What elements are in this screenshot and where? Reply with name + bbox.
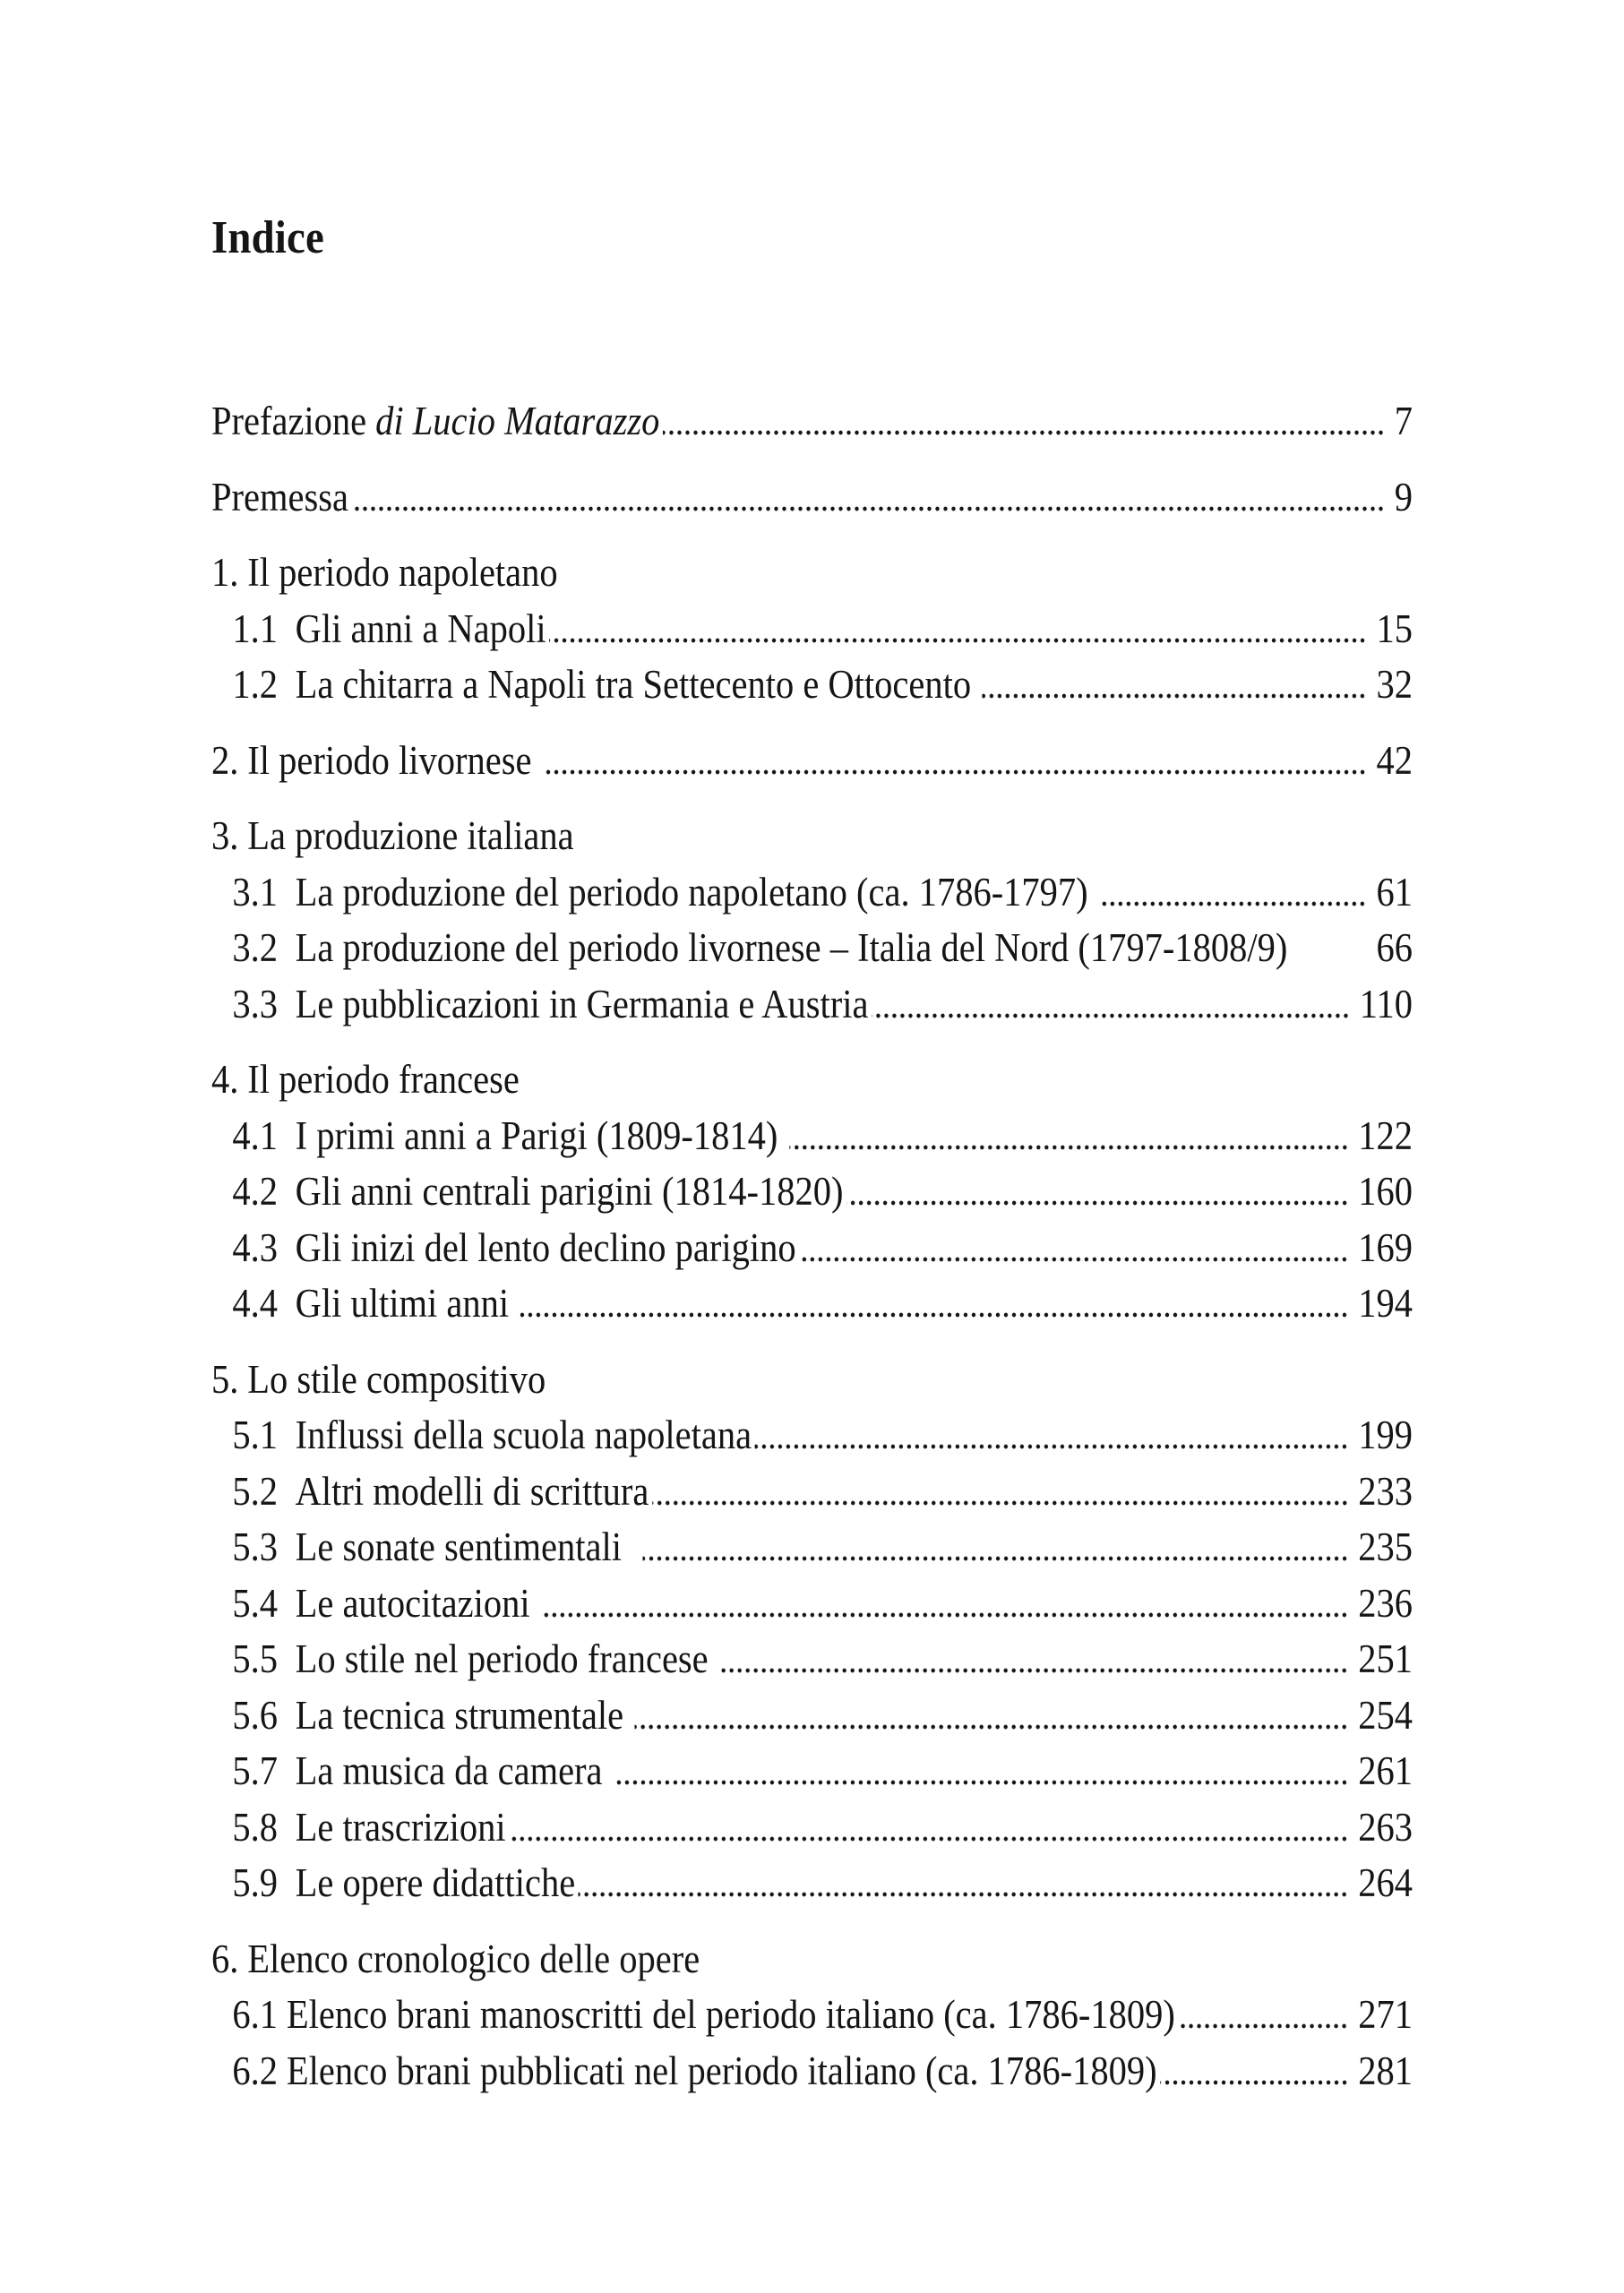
subsection-number: 5.9 xyxy=(232,1860,279,1905)
subsection-title: Elenco brani pubblicati nel periodo italiano (ca. 1786-1809) xyxy=(286,2048,1157,2093)
toc-chapter-heading xyxy=(211,545,1413,601)
subsection-title: Le opere didattiche xyxy=(295,1860,576,1905)
subsection-title: La chitarra a Napoli tra Settecento e Ottocento xyxy=(295,662,972,707)
page-number: 42 xyxy=(1376,737,1413,783)
subsection-title: La produzione del periodo livornese – Italia del Nord (1797-1808/9) xyxy=(295,925,1288,970)
toc-subsection-entry xyxy=(211,976,1413,1033)
subsection-number: 5.8 xyxy=(232,1804,279,1850)
dot-leader xyxy=(872,976,1350,1033)
chapter-title: La produzione italiana xyxy=(247,813,574,858)
toc-subsection-entry xyxy=(211,1631,1413,1688)
chapter-number: 2. xyxy=(211,737,239,783)
subsection-title: Gli ultimi anni xyxy=(295,1281,510,1326)
page-number: 160 xyxy=(1358,1169,1413,1214)
subsection-number: 5.3 xyxy=(232,1524,279,1569)
toc-subsection-entry xyxy=(211,1164,1413,1220)
subsection-title: Gli anni a Napoli xyxy=(295,605,546,651)
dot-leader xyxy=(509,1799,1348,1856)
toc-subsection-entry xyxy=(211,920,1413,976)
dot-leader xyxy=(719,1631,1348,1688)
chapter-title: Il periodo francese xyxy=(247,1057,520,1102)
toc-subsection-entry xyxy=(211,657,1413,713)
dot-leader xyxy=(755,1407,1349,1464)
page-number: 61 xyxy=(1376,869,1413,915)
subsection-title: Gli anni centrali parigini (1814-1820) xyxy=(295,1169,844,1214)
dot-leader xyxy=(652,1464,1348,1520)
subsection-title: Influssi della scuola napoletana xyxy=(295,1413,752,1457)
toc-subsection-entry xyxy=(211,1688,1413,1744)
subsection-title: Le autocitazioni xyxy=(295,1580,530,1626)
toc-subsection-entry xyxy=(211,1855,1413,1911)
subsection-number: 5.5 xyxy=(232,1636,279,1681)
dot-leader xyxy=(1099,864,1366,921)
toc-chapter-heading xyxy=(211,1052,1413,1108)
subsection-number: 6.2 xyxy=(232,2048,279,2093)
dot-leader xyxy=(520,1275,1349,1332)
dot-leader xyxy=(642,1519,1348,1576)
chapter-number: 4. xyxy=(211,1057,239,1102)
chapter-title: Elenco cronologico delle opere xyxy=(247,1936,700,1981)
toc-subsection-entry xyxy=(211,1799,1413,1856)
book-page xyxy=(211,0,1413,2293)
dot-leader xyxy=(983,657,1367,713)
dot-leader xyxy=(1287,920,1367,976)
page-number: 236 xyxy=(1358,1580,1413,1626)
page-number: 233 xyxy=(1358,1468,1413,1514)
chapter-title: Il periodo livornese xyxy=(247,737,532,783)
subsection-number: 3.1 xyxy=(232,869,279,915)
toc-subsection-entry xyxy=(211,1407,1413,1464)
page-number: 254 xyxy=(1358,1692,1413,1738)
toc-subsection-entry xyxy=(211,1108,1413,1164)
dot-leader xyxy=(663,393,1385,450)
page-number: 169 xyxy=(1358,1224,1413,1270)
chapter-number: 5. xyxy=(211,1356,239,1402)
toc-chapter-heading xyxy=(211,1931,1413,1988)
subsection-title: La musica da camera xyxy=(295,1748,603,1793)
toc-chapter-entry xyxy=(211,733,1413,789)
chapter-number: 3. xyxy=(211,813,239,858)
page-number: 251 xyxy=(1358,1636,1413,1681)
dot-leader xyxy=(1160,2043,1348,2100)
subsection-title: La tecnica strumentale xyxy=(295,1692,624,1738)
subsection-number: 4.1 xyxy=(232,1112,279,1158)
subsection-title: Altri modelli di scrittura xyxy=(295,1468,649,1514)
subsection-number: 5.2 xyxy=(232,1468,279,1514)
subsection-number: 3.2 xyxy=(232,925,279,970)
subsection-number: 6.1 xyxy=(232,1992,279,2037)
subsection-number: 1.2 xyxy=(232,662,279,707)
toc-chapter-heading xyxy=(211,808,1413,864)
toc-subsection-entry xyxy=(211,1519,1413,1576)
dot-leader xyxy=(579,1855,1349,1911)
page-number: 263 xyxy=(1358,1804,1413,1850)
subsection-title: Le pubblicazioni in Germania e Austria xyxy=(295,981,869,1026)
page-number: 261 xyxy=(1358,1748,1413,1793)
toc-chapter-heading xyxy=(211,1352,1413,1408)
toc-subsection-entry xyxy=(211,2043,1413,2100)
subsection-title: La produzione del periodo napoletano (ca. 1786-1797) xyxy=(295,869,1088,915)
dot-leader xyxy=(799,1220,1348,1276)
toc-subsection-entry xyxy=(211,1576,1413,1632)
page-number: 235 xyxy=(1358,1524,1413,1569)
subsection-title: Elenco brani manoscritti del periodo italiano (ca. 1786-1809) xyxy=(286,1992,1175,2037)
subsection-number: 5.6 xyxy=(232,1692,279,1738)
dot-leader xyxy=(541,1576,1348,1632)
dot-leader xyxy=(614,1743,1348,1799)
page-number: 281 xyxy=(1358,2048,1413,2093)
page-number: 7 xyxy=(1394,399,1413,443)
dot-leader xyxy=(846,1164,1348,1220)
subsection-number: 4.2 xyxy=(232,1169,279,1214)
toc-subsection-entry xyxy=(211,1987,1413,2043)
subsection-title: Gli inizi del lento declino parigino xyxy=(295,1224,796,1270)
dot-leader xyxy=(352,469,1385,526)
toc-subsection-entry xyxy=(211,1275,1413,1332)
page-number: 271 xyxy=(1358,1992,1413,2037)
subsection-title: Lo stile nel periodo francese xyxy=(295,1636,709,1681)
toc-entry-prefazione xyxy=(211,393,1413,450)
dot-leader xyxy=(789,1108,1348,1164)
table-of-contents xyxy=(211,393,1413,2099)
toc-subsection-entry xyxy=(211,864,1413,921)
dot-leader xyxy=(543,733,1367,789)
toc-entry-premessa xyxy=(211,469,1413,526)
subsection-number: 4.3 xyxy=(232,1224,279,1270)
entry-title-text: Prefazione xyxy=(211,399,367,443)
subsection-number: 4.4 xyxy=(232,1281,279,1326)
subsection-number: 5.1 xyxy=(232,1413,279,1457)
subsection-number: 3.3 xyxy=(232,981,279,1026)
subsection-number: 1.1 xyxy=(232,605,279,651)
toc-subsection-entry xyxy=(211,1220,1413,1276)
chapter-title: Il periodo napoletano xyxy=(247,550,558,595)
page-number: 122 xyxy=(1358,1112,1413,1158)
subsection-number: 5.4 xyxy=(232,1580,279,1626)
page-number: 199 xyxy=(1358,1413,1413,1457)
subsection-title: Le trascrizioni xyxy=(295,1804,506,1850)
entry-author-credit: di Lucio Matarazzo xyxy=(375,399,660,443)
subsection-number: 5.7 xyxy=(232,1748,279,1793)
subsection-title: Le sonate sentimentali xyxy=(295,1524,622,1569)
page-title: Indice xyxy=(211,212,324,263)
dot-leader xyxy=(549,601,1366,657)
dot-leader xyxy=(635,1688,1349,1744)
page-number: 264 xyxy=(1358,1860,1413,1905)
page-number: 9 xyxy=(1394,474,1413,520)
page-number: 110 xyxy=(1359,981,1413,1026)
chapter-number: 6. xyxy=(211,1936,239,1981)
chapter-number: 1. xyxy=(211,550,239,595)
page-number: 194 xyxy=(1358,1281,1413,1326)
toc-subsection-entry xyxy=(211,1743,1413,1799)
page-number: 32 xyxy=(1376,662,1413,707)
entry-title: Premessa xyxy=(211,474,348,520)
entry-title xyxy=(211,393,659,450)
page-number: 66 xyxy=(1376,925,1413,970)
toc-subsection-entry xyxy=(211,601,1413,657)
page-number: 15 xyxy=(1376,605,1413,651)
subsection-title: I primi anni a Parigi (1809-1814) xyxy=(295,1112,778,1158)
toc-subsection-entry xyxy=(211,1464,1413,1520)
dot-leader xyxy=(1178,1987,1348,2043)
chapter-title: Lo stile compositivo xyxy=(247,1356,546,1402)
